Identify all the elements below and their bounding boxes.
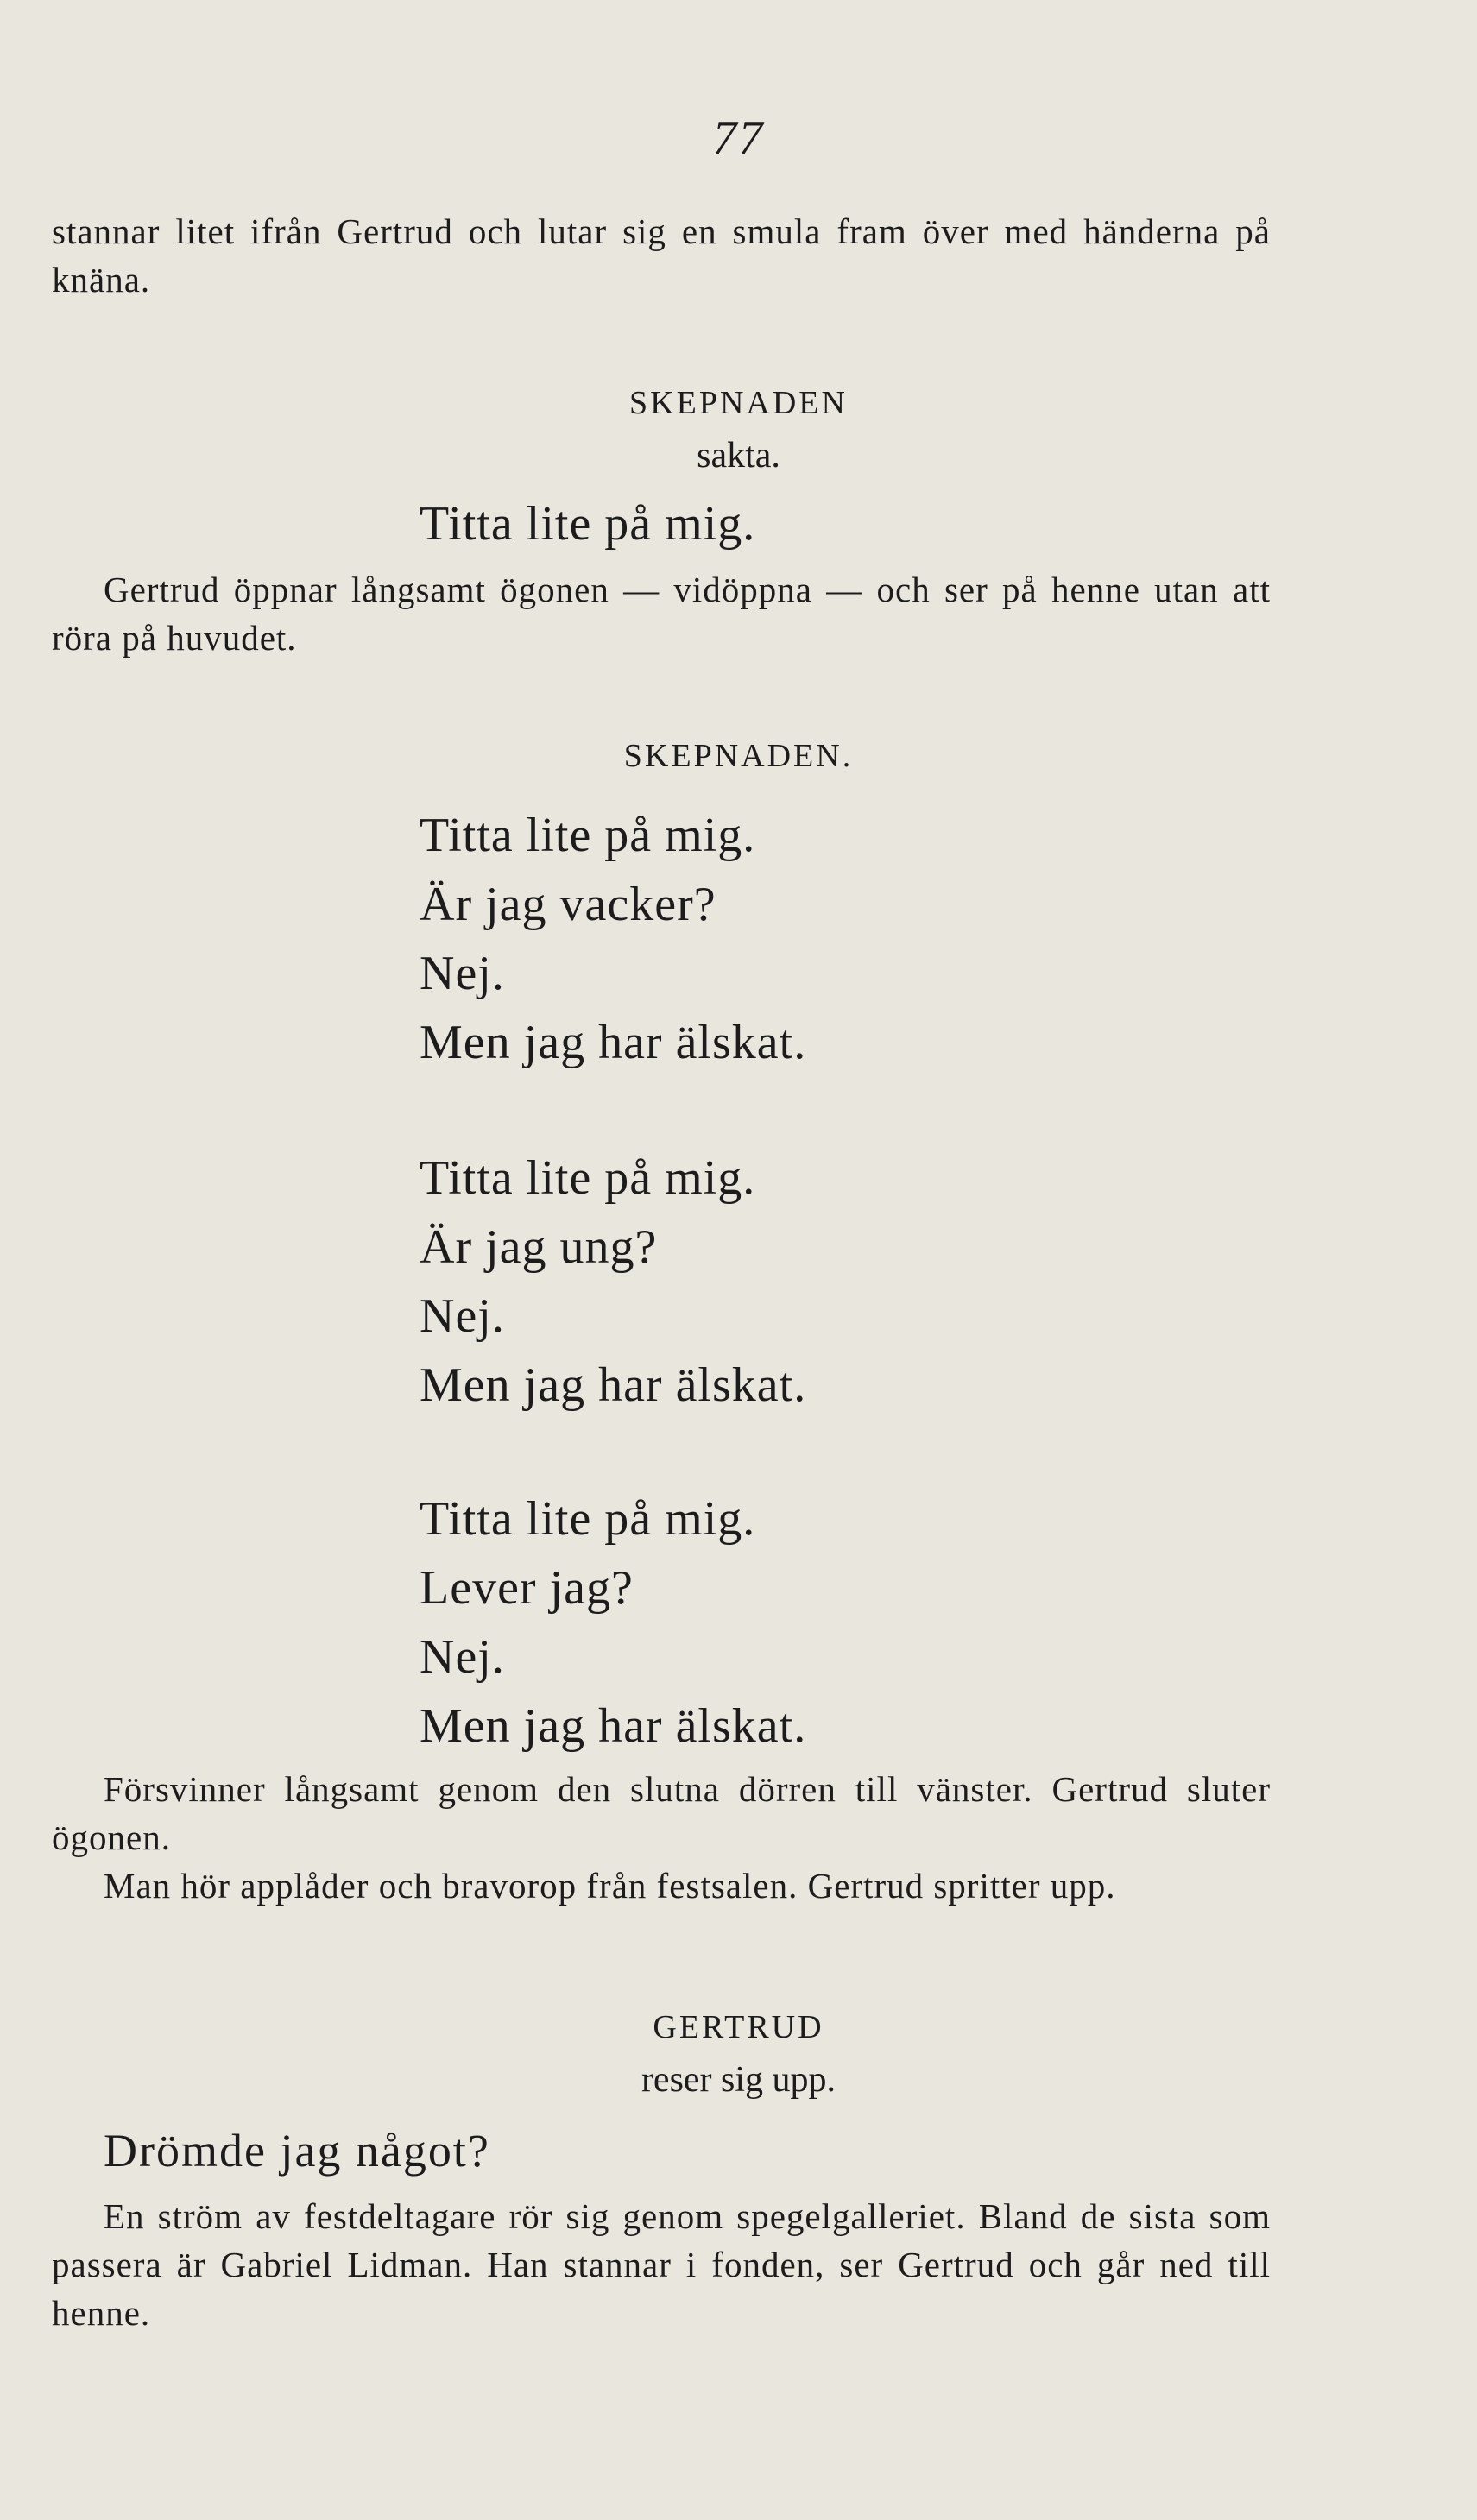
verse-line: Men jag har älskat. bbox=[420, 1358, 807, 1412]
prose-paragraph: Försvinner långsamt genom den slutna dörren till vänster. Gertrud sluter ögonen. bbox=[52, 1769, 1271, 1857]
verse-line: Titta lite på mig. bbox=[420, 1151, 756, 1205]
verse-line: Är jag vacker? bbox=[420, 878, 716, 931]
stage-direction bbox=[52, 2192, 1271, 2337]
dialogue-line: Drömde jag något? bbox=[104, 2125, 490, 2177]
speaker-direction: sakta. bbox=[697, 436, 780, 476]
verse-line: Men jag har älskat. bbox=[420, 1699, 807, 1753]
verse-line: Titta lite på mig. bbox=[420, 809, 756, 862]
speaker-name: SKEPNADEN. bbox=[623, 738, 854, 774]
stage-direction-intro bbox=[52, 207, 1271, 304]
stanza bbox=[420, 801, 806, 1077]
verse-line: Nej. bbox=[420, 1289, 505, 1343]
verse-line: Är jag ung? bbox=[420, 1220, 658, 1274]
page-number: 77 bbox=[712, 111, 765, 165]
speaker-name: SKEPNADEN bbox=[629, 385, 848, 421]
prose-paragraph: Gertrud öppnar långsamt ögonen — vidöppna — och ser på henne utan att röra på huvudet. bbox=[52, 570, 1271, 658]
stanza bbox=[420, 1143, 806, 1420]
verse-line: Men jag har älskat. bbox=[420, 1016, 807, 1069]
prose-paragraph: En ström av festdeltagare rör sig genom spegelgalleriet. Bland de sista som passera är Gabriel Lidman. Han stannar i fonden, ser Gertrud och går ned till henne. bbox=[52, 2196, 1271, 2333]
verse-line: Titta lite på mig. bbox=[420, 497, 756, 551]
prose-paragraph: stannar litet ifrån Gertrud och lutar sig en smula fram över med händerna på knäna. bbox=[52, 211, 1271, 299]
dialogue-line bbox=[420, 489, 755, 558]
prose-paragraph: Man hör applåder och bravorop från festsalen. Gertrud spritter upp. bbox=[104, 1866, 1116, 1906]
verse-line: Nej. bbox=[420, 947, 505, 1000]
stage-direction bbox=[52, 1765, 1271, 1910]
speaker-name: GERTRUD bbox=[653, 2009, 824, 2045]
verse-line: Titta lite på mig. bbox=[420, 1492, 756, 1546]
stanza bbox=[420, 1484, 806, 1761]
speaker-direction: reser sig upp. bbox=[641, 2060, 836, 2100]
verse-line: Lever jag? bbox=[420, 1561, 634, 1615]
stage-direction bbox=[52, 565, 1271, 662]
verse-line: Nej. bbox=[420, 1630, 505, 1684]
